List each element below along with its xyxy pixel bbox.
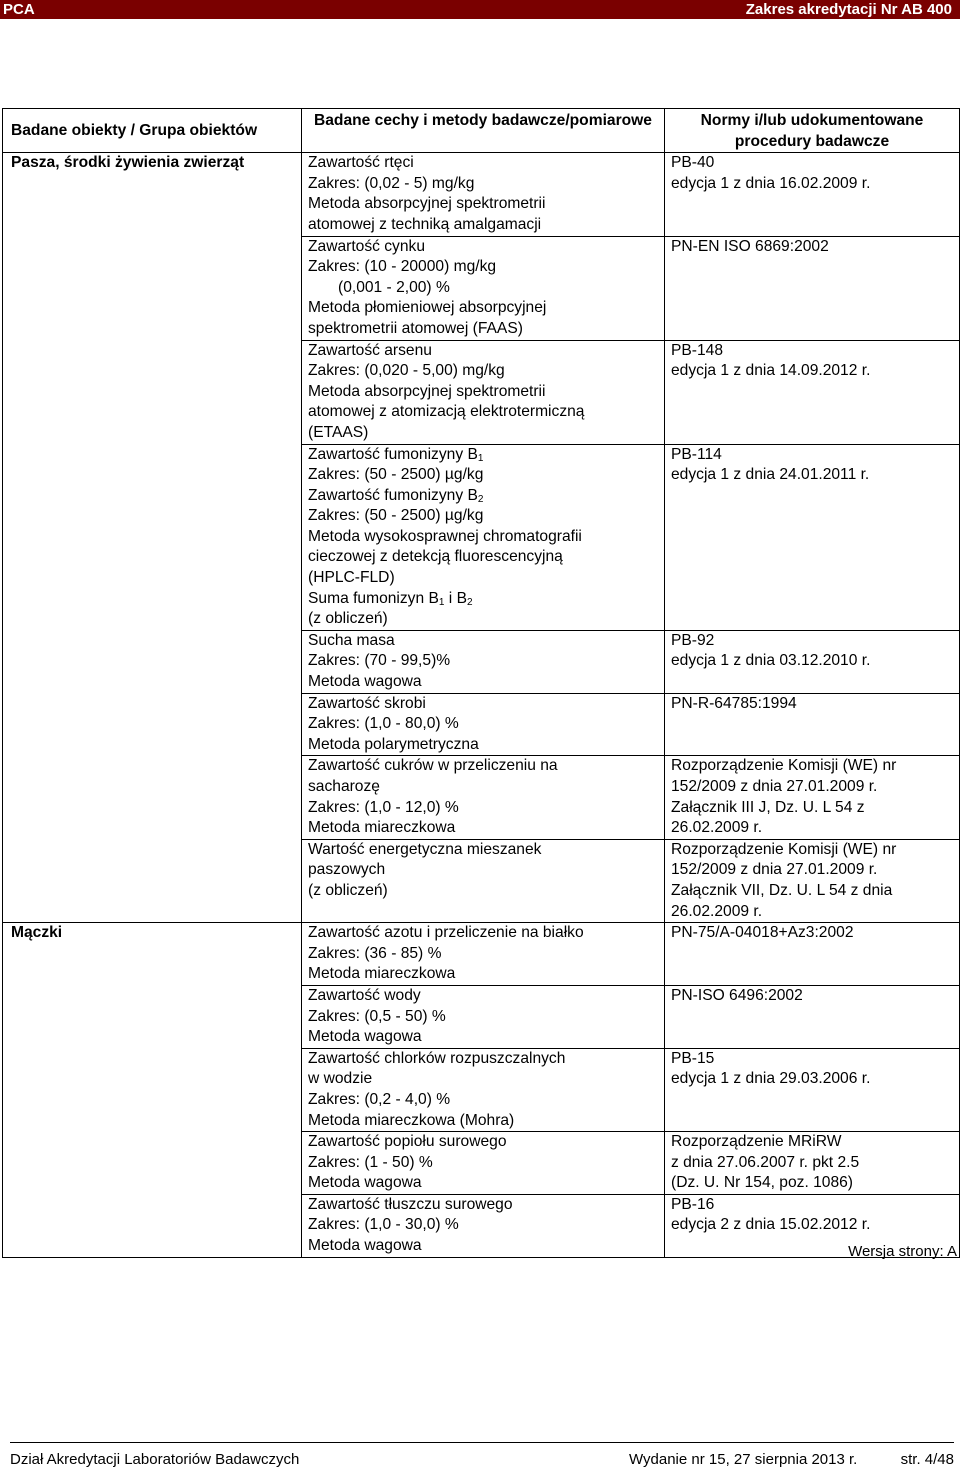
method-line: Zakres: (1,0 - 80,0) % <box>308 715 459 733</box>
standard-line: 152/2009 z dnia 27.01.2009 r. <box>671 861 878 879</box>
standard-cell <box>665 985 960 1048</box>
method-line: Metoda miareczkowa <box>308 965 456 983</box>
method-line: Suma fumonizyn $B_1$ i $B_2$ <box>308 589 473 608</box>
method-line: Metoda absorpcyjnej spektrometrii <box>308 382 546 400</box>
standard-line: PB-16 <box>671 1195 715 1213</box>
standard-line: Rozporządzenie Komisji (WE) nr <box>671 757 897 775</box>
standard-line: Załącznik III J, Dz. U. L 54 z <box>671 798 865 816</box>
method-cell <box>302 923 665 986</box>
method-line: Metoda wagowa <box>308 1174 422 1192</box>
table-header-row <box>3 109 960 153</box>
method-line: Zawartość azotu i przeliczenie na białko <box>308 924 584 942</box>
column-header-methods: Badane cechy i metody badawcze/pomiarowe <box>302 109 665 153</box>
method-line: spektrometrii atomowej (FAAS) <box>308 319 523 337</box>
method-line: Zakres: (1,0 - 12,0) % <box>308 798 459 816</box>
standard-line: PB-40 <box>671 154 715 172</box>
standard-line: z dnia 27.06.2007 r. pkt 2.5 <box>671 1153 860 1171</box>
method-line: Zawartość rtęci <box>308 154 414 172</box>
method-cell <box>302 1048 665 1131</box>
standard-cell <box>665 693 960 756</box>
standard-cell <box>665 153 960 236</box>
method-line: Zawartość chlorków rozpuszczalnych <box>308 1049 566 1067</box>
method-line: Zawartość cynku <box>308 237 425 255</box>
standard-line: PN-EN ISO 6869:2002 <box>671 237 829 255</box>
method-line: (0,001 - 2,00) % <box>338 278 450 296</box>
standard-line: edycja 1 z dnia 29.03.2006 r. <box>671 1070 871 1088</box>
standard-line: 26.02.2009 r. <box>671 902 763 920</box>
method-cell <box>302 340 665 444</box>
standard-line: PB-148 <box>671 341 724 359</box>
method-line: (HPLC-FLD) <box>308 569 395 587</box>
method-line: Zawartość fumonizyny $B_2$ <box>308 486 484 505</box>
method-line: (z obliczeń) <box>308 881 388 899</box>
standard-cell <box>665 444 960 630</box>
header-org: PCA <box>3 1 35 18</box>
standard-line: edycja 1 z dnia 14.09.2012 r. <box>671 362 871 380</box>
page-version: Wersja strony: A <box>848 1243 957 1260</box>
standard-cell <box>665 340 960 444</box>
method-line: Zakres: (0,5 - 50) % <box>308 1007 446 1025</box>
header-bar <box>0 0 960 19</box>
standard-line: Rozporządzenie Komisji (WE) nr <box>671 840 897 858</box>
method-line: Zawartość fumonizyny $B_1$ <box>308 445 484 464</box>
standard-cell <box>665 756 960 839</box>
method-line: w wodzie <box>308 1070 373 1088</box>
method-line: Zawartość arsenu <box>308 341 432 359</box>
method-cell <box>302 839 665 922</box>
method-line: Zakres: (0,020 - 5,00) mg/kg <box>308 362 505 380</box>
standard-line: PN-ISO 6496:2002 <box>671 986 803 1004</box>
accreditation-table <box>2 108 960 1258</box>
table-row <box>3 153 960 236</box>
standard-cell <box>665 1132 960 1195</box>
method-line: Zakres: (50 - 2500) µg/kg <box>308 507 484 525</box>
method-line: (z obliczeń) <box>308 610 388 628</box>
column-header-standards: Normy i/lub udokumentowane procedury badawcze <box>665 109 960 153</box>
standard-line: edycja 1 z dnia 16.02.2009 r. <box>671 174 871 192</box>
method-line: (ETAAS) <box>308 423 369 441</box>
method-line: sacharozę <box>308 778 380 795</box>
method-line: Metoda absorpcyjnej spektrometrii <box>308 195 546 213</box>
method-cell <box>302 444 665 630</box>
method-cell <box>302 693 665 756</box>
method-line: Metoda wagowa <box>308 673 422 691</box>
method-cell <box>302 630 665 693</box>
method-cell <box>302 756 665 839</box>
standard-cell <box>665 1048 960 1131</box>
method-line: Metoda wagowa <box>308 1237 422 1255</box>
standard-cell <box>665 236 960 340</box>
method-line: atomowej z techniką amalgamacji <box>308 215 542 233</box>
method-line: Metoda wysokosprawnej chromatografii <box>308 527 582 545</box>
method-line: Wartość energetyczna mieszanek <box>308 840 542 858</box>
footer-edition: Wydanie nr 15, 27 sierpnia 2013 r. <box>629 1451 858 1468</box>
method-line: Zawartość popiołu surowego <box>308 1133 507 1151</box>
method-line: Zakres: (1 - 50) % <box>308 1153 433 1171</box>
method-line: Metoda miareczkowa <box>308 819 456 837</box>
method-cell <box>302 1132 665 1195</box>
method-cell <box>302 1194 665 1257</box>
standard-line: Załącznik VII, Dz. U. L 54 z dnia <box>671 881 893 899</box>
method-line: atomowej z atomizacją elektrotermiczną <box>308 403 585 421</box>
method-line: Sucha masa <box>308 631 395 649</box>
method-line: cieczowej z detekcją fluorescencyjną <box>308 548 563 566</box>
method-cell <box>302 985 665 1048</box>
standard-line: PB-15 <box>671 1049 715 1067</box>
method-line: Zakres: (0,2 - 4,0) % <box>308 1090 451 1108</box>
standard-cell <box>665 923 960 986</box>
method-line: Zawartość tłuszczu surowego <box>308 1195 513 1213</box>
method-line: Zawartość wody <box>308 986 421 1004</box>
standard-line: PN-R-64785:1994 <box>671 694 797 712</box>
standard-line: edycja 1 z dnia 03.12.2010 r. <box>671 652 871 670</box>
method-cell <box>302 236 665 340</box>
footer-department: Dział Akredytacji Laboratoriów Badawczych <box>10 1451 300 1468</box>
footer-divider <box>10 1442 954 1443</box>
standard-line: 152/2009 z dnia 27.01.2009 r. <box>671 778 878 795</box>
method-line: Zakres: (50 - 2500) µg/kg <box>308 466 484 484</box>
method-line: Metoda miareczkowa (Mohra) <box>308 1111 515 1129</box>
column-header-objects: Badane obiekty / Grupa obiektów <box>3 109 302 153</box>
method-line: Zakres: (70 - 99,5)% <box>308 652 451 670</box>
standard-line: PB-114 <box>671 445 722 463</box>
method-line: Zakres: (10 - 20000) mg/kg <box>308 258 497 276</box>
method-line: Zawartość cukrów w przeliczeniu na <box>308 757 558 775</box>
method-line: Metoda płomieniowej absorpcyjnej <box>308 299 547 317</box>
footer-page-number: str. 4/48 <box>900 1451 954 1468</box>
method-line: Zawartość skrobi <box>308 694 426 712</box>
standard-line: edycja 2 z dnia 15.02.2012 r. <box>671 1216 871 1234</box>
method-cell <box>302 153 665 236</box>
standard-line: Rozporządzenie MRiRW <box>671 1133 842 1151</box>
method-line: paszowych <box>308 861 386 879</box>
standard-line: 26.02.2009 r. <box>671 819 763 837</box>
group-label-meals: Mączki <box>3 923 302 1258</box>
method-line: Metoda wagowa <box>308 1028 422 1046</box>
method-line: Zakres: (0,02 - 5) mg/kg <box>308 174 475 192</box>
method-line: Metoda polarymetryczna <box>308 735 479 753</box>
group-label-feed: Pasza, środki żywienia zwierząt <box>3 153 302 923</box>
standard-line: PB-92 <box>671 631 715 649</box>
method-line: Zakres: (1,0 - 30,0) % <box>308 1216 459 1234</box>
table-row <box>3 923 960 986</box>
method-line: Zakres: (36 - 85) % <box>308 944 442 962</box>
standard-line: PN-75/A-04018+Az3:2002 <box>671 924 854 942</box>
standard-line: (Dz. U. Nr 154, poz. 1086) <box>671 1174 854 1192</box>
standard-cell <box>665 630 960 693</box>
standard-line: edycja 1 z dnia 24.01.2011 r. <box>671 466 870 484</box>
standard-cell <box>665 839 960 922</box>
header-title: Zakres akredytacji Nr AB 400 <box>745 1 952 18</box>
